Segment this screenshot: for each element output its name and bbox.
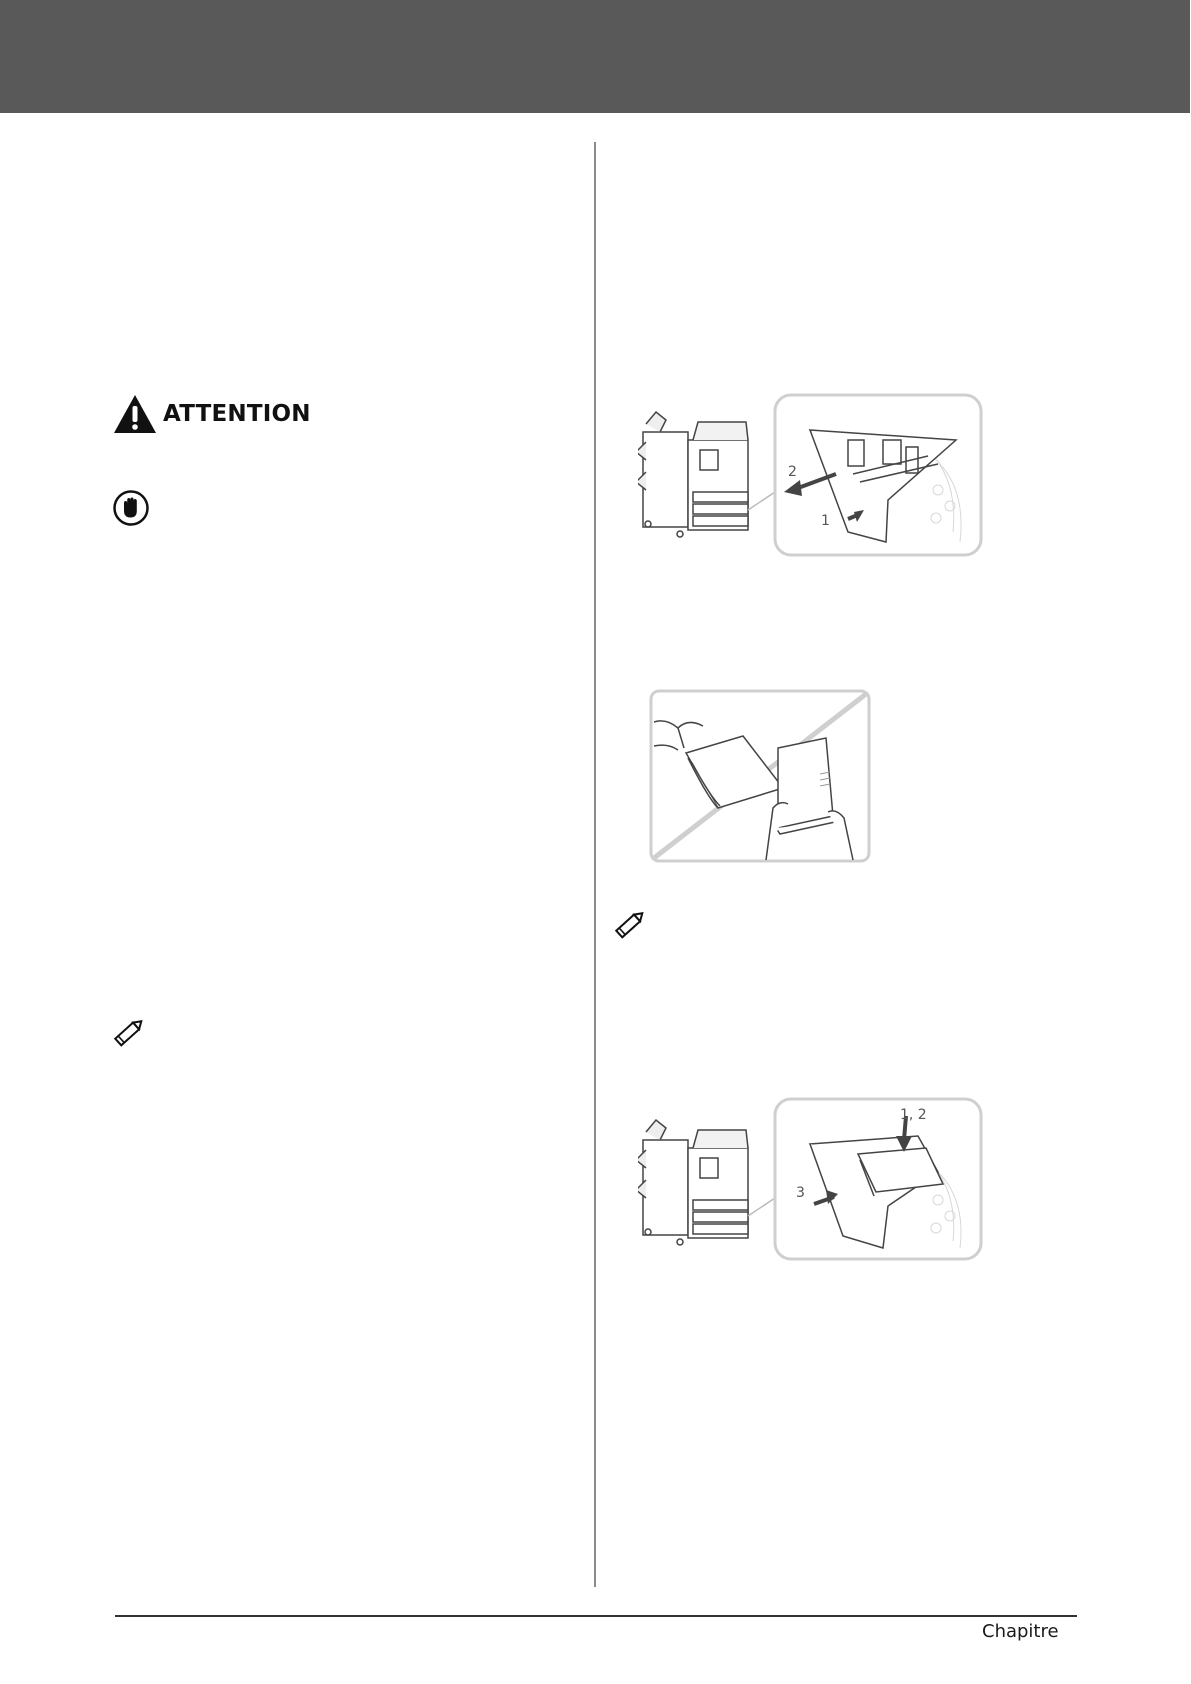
column-divider [594, 142, 596, 1587]
page-header-band [0, 0, 1190, 113]
callout-1: 1 [821, 513, 830, 529]
pencil-note-icon [111, 1016, 147, 1050]
warning-label: ATTENTION [163, 401, 311, 427]
pencil-note-icon [612, 908, 648, 942]
warning-triangle-icon [113, 393, 157, 435]
footer-rule [115, 1615, 1077, 1617]
callout-3: 3 [796, 1185, 805, 1201]
load-paper-figure [638, 1096, 988, 1262]
warning-notice [113, 392, 313, 436]
callout-2: 2 [788, 464, 797, 480]
stop-hand-icon [113, 490, 149, 526]
callout-1-2: 1, 2 [900, 1107, 927, 1123]
footer-chapter-label: Chapitre [982, 1621, 1059, 1642]
fan-paper-figure [648, 688, 873, 864]
open-paper-drawer-figure [638, 392, 988, 558]
